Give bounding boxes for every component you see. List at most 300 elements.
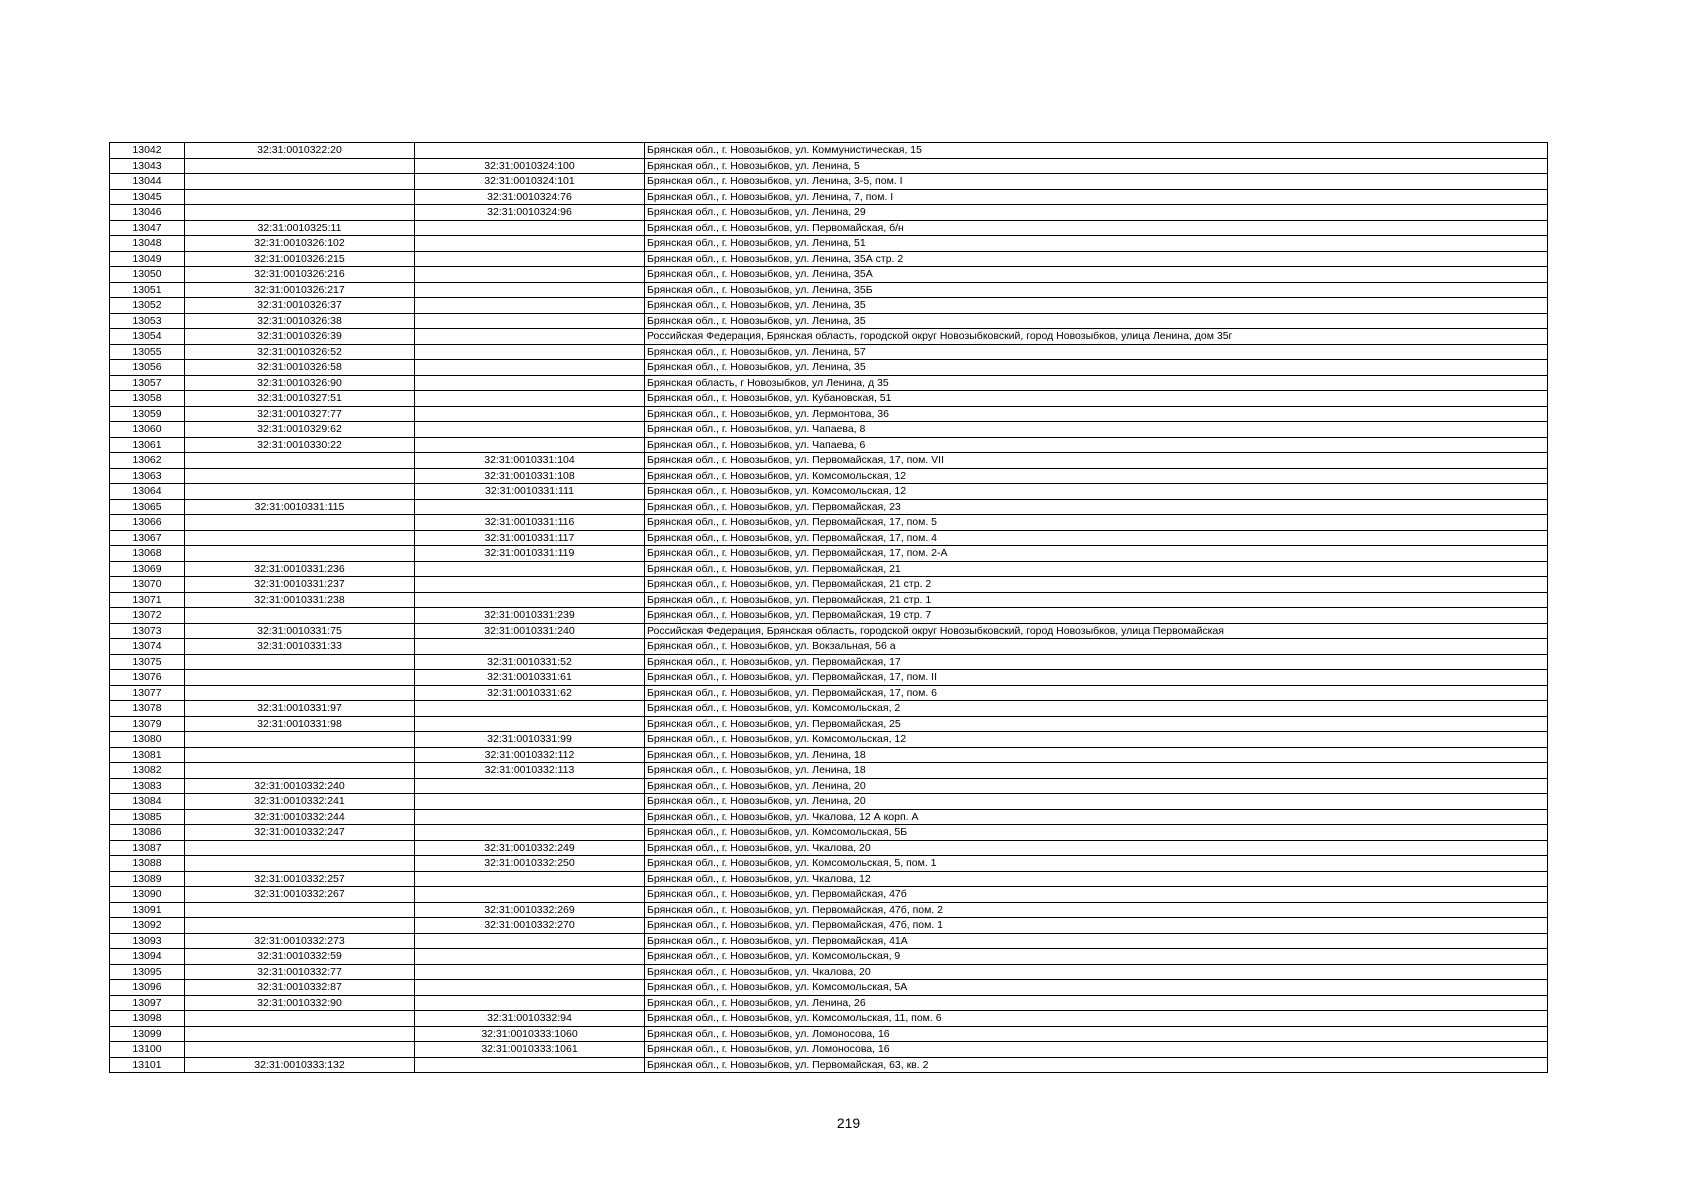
address-cell: Брянская обл., г. Новозыбков, ул. Первомайская, 17, пом. 2-А (645, 546, 1548, 562)
address-cell: Брянская обл., г. Новозыбков, ул. Комсомольская, 12 (645, 484, 1548, 500)
premises-cadastral-number-cell: 32:31:0010333:1060 (415, 1026, 645, 1042)
row-number-cell: 13048 (110, 236, 185, 252)
address-cell: Брянская обл., г. Новозыбков, ул. Ленина, 20 (645, 778, 1548, 794)
address-cell: Брянская обл., г. Новозыбков, ул. Ленина, 3-5, пом. I (645, 174, 1548, 190)
table-row (110, 995, 1548, 1011)
table-row (110, 1026, 1548, 1042)
table-row (110, 577, 1548, 593)
premises-cadastral-number-cell: 32:31:0010331:111 (415, 484, 645, 500)
table-row (110, 592, 1548, 608)
table-row (110, 406, 1548, 422)
cadastral-number-cell: 32:31:0010331:115 (185, 499, 415, 515)
address-cell: Брянская обл., г. Новозыбков, ул. Ленина, 35 (645, 298, 1548, 314)
table-row (110, 980, 1548, 996)
row-number-cell: 13056 (110, 360, 185, 376)
address-cell: Брянская обл., г. Новозыбков, ул. Первомайская, 23 (645, 499, 1548, 515)
cadastral-table (109, 142, 1548, 1073)
row-number-cell: 13060 (110, 422, 185, 438)
address-cell: Брянская обл., г. Новозыбков, ул. Первомайская, 21 (645, 561, 1548, 577)
table-row (110, 670, 1548, 686)
address-cell: Брянская обл., г. Новозыбков, ул. Первомайская, 47б, пом. 1 (645, 918, 1548, 934)
premises-cadastral-number-cell: 32:31:0010324:76 (415, 189, 645, 205)
premises-cadastral-number-cell: 32:31:0010331:240 (415, 623, 645, 639)
cadastral-number-cell: 32:31:0010332:77 (185, 964, 415, 980)
address-cell: Брянская обл., г. Новозыбков, ул. Первомайская, 17, пом. VII (645, 453, 1548, 469)
address-cell: Брянская обл., г. Новозыбков, ул. Первомайская, 17, пом. II (645, 670, 1548, 686)
address-cell: Брянская обл., г. Новозыбков, ул. Ленина, 5 (645, 158, 1548, 174)
address-cell: Брянская обл., г. Новозыбков, ул. Ленина, 35 (645, 313, 1548, 329)
table-row (110, 1057, 1548, 1073)
premises-cadastral-number-cell (415, 871, 645, 887)
premises-cadastral-number-cell (415, 391, 645, 407)
premises-cadastral-number-cell: 32:31:0010324:96 (415, 205, 645, 221)
table-row (110, 887, 1548, 903)
table-row (110, 747, 1548, 763)
row-number-cell: 13085 (110, 809, 185, 825)
cadastral-number-cell (185, 174, 415, 190)
table-row (110, 778, 1548, 794)
table-row (110, 422, 1548, 438)
premises-cadastral-number-cell: 32:31:0010324:100 (415, 158, 645, 174)
premises-cadastral-number-cell (415, 949, 645, 965)
table-row (110, 282, 1548, 298)
premises-cadastral-number-cell: 32:31:0010332:270 (415, 918, 645, 934)
cadastral-number-cell (185, 732, 415, 748)
table-row (110, 158, 1548, 174)
row-number-cell: 13100 (110, 1042, 185, 1058)
premises-cadastral-number-cell: 32:31:0010332:250 (415, 856, 645, 872)
premises-cadastral-number-cell (415, 375, 645, 391)
address-cell: Брянская обл., г. Новозыбков, ул. Чапаева, 6 (645, 437, 1548, 453)
address-cell: Брянская обл., г. Новозыбков, ул. Первомайская, 41А (645, 933, 1548, 949)
table-row (110, 453, 1548, 469)
premises-cadastral-number-cell (415, 809, 645, 825)
table-row (110, 763, 1548, 779)
row-number-cell: 13068 (110, 546, 185, 562)
premises-cadastral-number-cell (415, 794, 645, 810)
address-cell: Брянская обл., г. Новозыбков, ул. Первомайская, 21 стр. 2 (645, 577, 1548, 593)
table-row (110, 623, 1548, 639)
row-number-cell: 13042 (110, 143, 185, 159)
cadastral-number-cell: 32:31:0010331:97 (185, 701, 415, 717)
address-cell: Брянская обл., г. Новозыбков, ул. Чкалова, 20 (645, 964, 1548, 980)
row-number-cell: 13062 (110, 453, 185, 469)
address-cell: Брянская обл., г. Новозыбков, ул. Комсомольская, 9 (645, 949, 1548, 965)
cadastral-number-cell: 32:31:0010326:102 (185, 236, 415, 252)
row-number-cell: 13096 (110, 980, 185, 996)
premises-cadastral-number-cell (415, 577, 645, 593)
table-row (110, 468, 1548, 484)
cadastral-number-cell (185, 856, 415, 872)
premises-cadastral-number-cell (415, 313, 645, 329)
cadastral-number-cell: 32:31:0010332:241 (185, 794, 415, 810)
row-number-cell: 13054 (110, 329, 185, 345)
row-number-cell: 13049 (110, 251, 185, 267)
address-cell: Брянская обл., г. Новозыбков, ул. Комсомольская, 5Б (645, 825, 1548, 841)
table-row (110, 189, 1548, 205)
premises-cadastral-number-cell (415, 236, 645, 252)
row-number-cell: 13046 (110, 205, 185, 221)
cadastral-number-cell (185, 840, 415, 856)
row-number-cell: 13053 (110, 313, 185, 329)
premises-cadastral-number-cell: 32:31:0010332:94 (415, 1011, 645, 1027)
row-number-cell: 13058 (110, 391, 185, 407)
premises-cadastral-number-cell (415, 701, 645, 717)
table-row (110, 654, 1548, 670)
address-cell: Брянская обл., г. Новозыбков, ул. Первомайская, 17 (645, 654, 1548, 670)
cadastral-number-cell: 32:31:0010332:267 (185, 887, 415, 903)
address-cell: Брянская обл., г. Новозыбков, ул. Комсомольская, 2 (645, 701, 1548, 717)
table-row (110, 267, 1548, 283)
cadastral-number-cell: 32:31:0010326:52 (185, 344, 415, 360)
premises-cadastral-number-cell (415, 592, 645, 608)
address-cell: Брянская обл., г. Новозыбков, ул. Ленина, 20 (645, 794, 1548, 810)
cadastral-number-cell (185, 685, 415, 701)
cadastral-number-cell: 32:31:0010332:90 (185, 995, 415, 1011)
row-number-cell: 13051 (110, 282, 185, 298)
table-body (110, 143, 1548, 1073)
table-row (110, 344, 1548, 360)
cadastral-number-cell (185, 654, 415, 670)
table-row (110, 499, 1548, 515)
premises-cadastral-number-cell (415, 1057, 645, 1073)
table-row (110, 902, 1548, 918)
address-cell: Брянская обл., г. Новозыбков, ул. Первомайская, 17, пом. 5 (645, 515, 1548, 531)
address-cell: Брянская обл., г. Новозыбков, ул. Ленина, 18 (645, 763, 1548, 779)
cadastral-number-cell: 32:31:0010330:22 (185, 437, 415, 453)
table-row (110, 918, 1548, 934)
cadastral-number-cell (185, 918, 415, 934)
premises-cadastral-number-cell: 32:31:0010331:119 (415, 546, 645, 562)
row-number-cell: 13073 (110, 623, 185, 639)
row-number-cell: 13084 (110, 794, 185, 810)
address-cell: Брянская обл., г. Новозыбков, ул. Комсомольская, 12 (645, 468, 1548, 484)
address-cell: Брянская обл., г. Новозыбков, ул. Ленина, 35А стр. 2 (645, 251, 1548, 267)
table-row (110, 825, 1548, 841)
cadastral-number-cell: 32:31:0010326:37 (185, 298, 415, 314)
address-cell: Брянская обл., г. Новозыбков, ул. Ленина, 35Б (645, 282, 1548, 298)
cadastral-number-cell (185, 468, 415, 484)
row-number-cell: 13044 (110, 174, 185, 190)
cadastral-number-cell: 32:31:0010332:257 (185, 871, 415, 887)
address-cell: Брянская обл., г. Новозыбков, ул. Первомайская, 21 стр. 1 (645, 592, 1548, 608)
premises-cadastral-number-cell: 32:31:0010331:61 (415, 670, 645, 686)
row-number-cell: 13090 (110, 887, 185, 903)
row-number-cell: 13092 (110, 918, 185, 934)
table-row (110, 964, 1548, 980)
premises-cadastral-number-cell (415, 267, 645, 283)
address-cell: Брянская область, г Новозыбков, ул Ленина, д 35 (645, 375, 1548, 391)
table-row (110, 329, 1548, 345)
table-row (110, 546, 1548, 562)
premises-cadastral-number-cell (415, 825, 645, 841)
address-cell: Брянская обл., г. Новозыбков, ул. Первомайская, 17, пом. 6 (645, 685, 1548, 701)
cadastral-number-cell: 32:31:0010329:62 (185, 422, 415, 438)
address-cell: Брянская обл., г. Новозыбков, ул. Коммунистическая, 15 (645, 143, 1548, 159)
table-row (110, 794, 1548, 810)
cadastral-number-cell: 32:31:0010325:11 (185, 220, 415, 236)
row-number-cell: 13082 (110, 763, 185, 779)
cadastral-number-cell: 32:31:0010326:58 (185, 360, 415, 376)
row-number-cell: 13074 (110, 639, 185, 655)
address-cell: Брянская обл., г. Новозыбков, ул. Комсомольская, 11, пом. 6 (645, 1011, 1548, 1027)
premises-cadastral-number-cell: 32:31:0010331:116 (415, 515, 645, 531)
table-row (110, 949, 1548, 965)
premises-cadastral-number-cell (415, 716, 645, 732)
premises-cadastral-number-cell (415, 282, 645, 298)
address-cell: Брянская обл., г. Новозыбков, ул. Первомайская, 17, пом. 4 (645, 530, 1548, 546)
address-cell: Брянская обл., г. Новозыбков, ул. Ломоносова, 16 (645, 1042, 1548, 1058)
premises-cadastral-number-cell: 32:31:0010331:108 (415, 468, 645, 484)
table-row (110, 840, 1548, 856)
table-row (110, 933, 1548, 949)
table-row (110, 561, 1548, 577)
row-number-cell: 13079 (110, 716, 185, 732)
row-number-cell: 13063 (110, 468, 185, 484)
cadastral-number-cell: 32:31:0010326:217 (185, 282, 415, 298)
cadastral-number-cell: 32:31:0010331:236 (185, 561, 415, 577)
premises-cadastral-number-cell: 32:31:0010331:239 (415, 608, 645, 624)
row-number-cell: 13087 (110, 840, 185, 856)
premises-cadastral-number-cell: 32:31:0010333:1061 (415, 1042, 645, 1058)
table-row (110, 360, 1548, 376)
row-number-cell: 13050 (110, 267, 185, 283)
cadastral-number-cell: 32:31:0010326:90 (185, 375, 415, 391)
table-row (110, 375, 1548, 391)
row-number-cell: 13070 (110, 577, 185, 593)
row-number-cell: 13078 (110, 701, 185, 717)
table-row (110, 143, 1548, 159)
row-number-cell: 13077 (110, 685, 185, 701)
table-row (110, 251, 1548, 267)
cadastral-number-cell: 32:31:0010332:87 (185, 980, 415, 996)
table-row (110, 732, 1548, 748)
row-number-cell: 13055 (110, 344, 185, 360)
row-number-cell: 13091 (110, 902, 185, 918)
row-number-cell: 13099 (110, 1026, 185, 1042)
row-number-cell: 13045 (110, 189, 185, 205)
table-row (110, 871, 1548, 887)
cadastral-number-cell (185, 546, 415, 562)
cadastral-number-cell (185, 1026, 415, 1042)
row-number-cell: 13059 (110, 406, 185, 422)
address-cell: Брянская обл., г. Новозыбков, ул. Первомайская, 19 стр. 7 (645, 608, 1548, 624)
row-number-cell: 13052 (110, 298, 185, 314)
cadastral-number-cell (185, 1042, 415, 1058)
row-number-cell: 13083 (110, 778, 185, 794)
cadastral-number-cell: 32:31:0010331:33 (185, 639, 415, 655)
row-number-cell: 13081 (110, 747, 185, 763)
address-cell: Брянская обл., г. Новозыбков, ул. Чкалова, 20 (645, 840, 1548, 856)
table-row (110, 484, 1548, 500)
table-row (110, 1042, 1548, 1058)
address-cell: Брянская обл., г. Новозыбков, ул. Ленина, 26 (645, 995, 1548, 1011)
table-row (110, 298, 1548, 314)
address-cell: Брянская обл., г. Новозыбков, ул. Вокзальная, 56 а (645, 639, 1548, 655)
premises-cadastral-number-cell: 32:31:0010332:112 (415, 747, 645, 763)
cadastral-number-cell: 32:31:0010331:75 (185, 623, 415, 639)
address-cell: Брянская обл., г. Новозыбков, ул. Ленина, 35 (645, 360, 1548, 376)
premises-cadastral-number-cell (415, 360, 645, 376)
table-row (110, 437, 1548, 453)
address-cell: Брянская обл., г. Новозыбков, ул. Ленина, 29 (645, 205, 1548, 221)
cadastral-number-cell: 32:31:0010322:20 (185, 143, 415, 159)
cadastral-number-cell: 32:31:0010332:240 (185, 778, 415, 794)
address-cell: Брянская обл., г. Новозыбков, ул. Ленина, 51 (645, 236, 1548, 252)
cadastral-number-cell (185, 158, 415, 174)
row-number-cell: 13047 (110, 220, 185, 236)
table-row (110, 313, 1548, 329)
address-cell: Брянская обл., г. Новозыбков, ул. Ломоносова, 16 (645, 1026, 1548, 1042)
row-number-cell: 13080 (110, 732, 185, 748)
cadastral-number-cell (185, 515, 415, 531)
premises-cadastral-number-cell: 32:31:0010332:269 (415, 902, 645, 918)
cadastral-number-cell (185, 453, 415, 469)
cadastral-number-cell: 32:31:0010331:237 (185, 577, 415, 593)
table-row (110, 716, 1548, 732)
table-row (110, 220, 1548, 236)
row-number-cell: 13094 (110, 949, 185, 965)
premises-cadastral-number-cell: 32:31:0010331:99 (415, 732, 645, 748)
row-number-cell: 13097 (110, 995, 185, 1011)
table-row (110, 608, 1548, 624)
table-row (110, 515, 1548, 531)
address-cell: Брянская обл., г. Новозыбков, ул. Комсомольская, 12 (645, 732, 1548, 748)
row-number-cell: 13069 (110, 561, 185, 577)
row-number-cell: 13086 (110, 825, 185, 841)
premises-cadastral-number-cell (415, 933, 645, 949)
address-cell: Российская Федерация, Брянская область, городской округ Новозыбковский, город Новозыбков, улица Первомайская (645, 623, 1548, 639)
premises-cadastral-number-cell: 32:31:0010331:52 (415, 654, 645, 670)
cadastral-number-cell (185, 902, 415, 918)
row-number-cell: 13089 (110, 871, 185, 887)
table-row (110, 685, 1548, 701)
premises-cadastral-number-cell (415, 437, 645, 453)
premises-cadastral-number-cell (415, 561, 645, 577)
premises-cadastral-number-cell: 32:31:0010332:249 (415, 840, 645, 856)
row-number-cell: 13088 (110, 856, 185, 872)
table-row (110, 391, 1548, 407)
table-row (110, 236, 1548, 252)
premises-cadastral-number-cell (415, 995, 645, 1011)
cadastral-number-cell (185, 530, 415, 546)
row-number-cell: 13095 (110, 964, 185, 980)
row-number-cell: 13043 (110, 158, 185, 174)
row-number-cell: 13071 (110, 592, 185, 608)
cadastral-number-cell (185, 747, 415, 763)
cadastral-number-cell: 32:31:0010326:216 (185, 267, 415, 283)
cadastral-number-cell (185, 189, 415, 205)
premises-cadastral-number-cell (415, 964, 645, 980)
address-cell: Брянская обл., г. Новозыбков, ул. Комсомольская, 5, пом. 1 (645, 856, 1548, 872)
row-number-cell: 13066 (110, 515, 185, 531)
cadastral-number-cell: 32:31:0010327:77 (185, 406, 415, 422)
address-cell: Брянская обл., г. Новозыбков, ул. Чкалова, 12 А корп. А (645, 809, 1548, 825)
table-row (110, 701, 1548, 717)
premises-cadastral-number-cell (415, 778, 645, 794)
cadastral-number-cell: 32:31:0010327:51 (185, 391, 415, 407)
address-cell: Брянская обл., г. Новозыбков, ул. Ленина, 18 (645, 747, 1548, 763)
address-cell: Брянская обл., г. Новозыбков, ул. Ленина, 35А (645, 267, 1548, 283)
cadastral-number-cell: 32:31:0010326:215 (185, 251, 415, 267)
row-number-cell: 13057 (110, 375, 185, 391)
premises-cadastral-number-cell (415, 887, 645, 903)
address-cell: Брянская обл., г. Новозыбков, ул. Чкалова, 12 (645, 871, 1548, 887)
cadastral-number-cell (185, 484, 415, 500)
premises-cadastral-number-cell (415, 422, 645, 438)
address-cell: Брянская обл., г. Новозыбков, ул. Первомайская, б/н (645, 220, 1548, 236)
premises-cadastral-number-cell (415, 344, 645, 360)
row-number-cell: 13098 (110, 1011, 185, 1027)
row-number-cell: 13076 (110, 670, 185, 686)
premises-cadastral-number-cell (415, 298, 645, 314)
address-cell: Брянская обл., г. Новозыбков, ул. Лермонтова, 36 (645, 406, 1548, 422)
premises-cadastral-number-cell: 32:31:0010332:113 (415, 763, 645, 779)
cadastral-number-cell (185, 608, 415, 624)
cadastral-number-cell: 32:31:0010326:39 (185, 329, 415, 345)
premises-cadastral-number-cell: 32:31:0010331:104 (415, 453, 645, 469)
cadastral-number-cell (185, 670, 415, 686)
premises-cadastral-number-cell (415, 499, 645, 515)
table-row (110, 205, 1548, 221)
table-row (110, 1011, 1548, 1027)
cadastral-number-cell: 32:31:0010333:132 (185, 1057, 415, 1073)
address-cell: Брянская обл., г. Новозыбков, ул. Комсомольская, 5А (645, 980, 1548, 996)
premises-cadastral-number-cell (415, 980, 645, 996)
premises-cadastral-number-cell (415, 251, 645, 267)
address-cell: Брянская обл., г. Новозыбков, ул. Кубановская, 51 (645, 391, 1548, 407)
cadastral-number-cell: 32:31:0010326:38 (185, 313, 415, 329)
page-number: 219 (836, 1115, 861, 1131)
cadastral-number-cell: 32:31:0010332:247 (185, 825, 415, 841)
table-row (110, 530, 1548, 546)
premises-cadastral-number-cell: 32:31:0010331:62 (415, 685, 645, 701)
row-number-cell: 13067 (110, 530, 185, 546)
table-row (110, 639, 1548, 655)
cadastral-number-cell: 32:31:0010331:238 (185, 592, 415, 608)
table-row (110, 809, 1548, 825)
premises-cadastral-number-cell (415, 329, 645, 345)
address-cell: Брянская обл., г. Новозыбков, ул. Первомайская, 47б (645, 887, 1548, 903)
cadastral-number-cell (185, 205, 415, 221)
cadastral-number-cell: 32:31:0010332:273 (185, 933, 415, 949)
table-row (110, 174, 1548, 190)
address-cell: Брянская обл., г. Новозыбков, ул. Первомайская, 25 (645, 716, 1548, 732)
row-number-cell: 13065 (110, 499, 185, 515)
address-cell: Брянская обл., г. Новозыбков, ул. Первомайская, 47б, пом. 2 (645, 902, 1548, 918)
cadastral-number-cell: 32:31:0010332:59 (185, 949, 415, 965)
address-cell: Брянская обл., г. Новозыбков, ул. Ленина, 7, пом. I (645, 189, 1548, 205)
address-cell: Брянская обл., г. Новозыбков, ул. Ленина, 57 (645, 344, 1548, 360)
table-row (110, 856, 1548, 872)
premises-cadastral-number-cell (415, 406, 645, 422)
premises-cadastral-number-cell: 32:31:0010331:117 (415, 530, 645, 546)
premises-cadastral-number-cell (415, 220, 645, 236)
address-cell: Российская Федерация, Брянская область, городской округ Новозыбковский, город Новозыбков, улица Ленина, дом 35г (645, 329, 1548, 345)
premises-cadastral-number-cell (415, 639, 645, 655)
row-number-cell: 13101 (110, 1057, 185, 1073)
cadastral-number-cell: 32:31:0010331:98 (185, 716, 415, 732)
address-cell: Брянская обл., г. Новозыбков, ул. Первомайская, 63, кв. 2 (645, 1057, 1548, 1073)
cadastral-number-cell (185, 1011, 415, 1027)
row-number-cell: 13093 (110, 933, 185, 949)
premises-cadastral-number-cell (415, 143, 645, 159)
row-number-cell: 13075 (110, 654, 185, 670)
cadastral-number-cell (185, 763, 415, 779)
row-number-cell: 13072 (110, 608, 185, 624)
row-number-cell: 13061 (110, 437, 185, 453)
premises-cadastral-number-cell: 32:31:0010324:101 (415, 174, 645, 190)
